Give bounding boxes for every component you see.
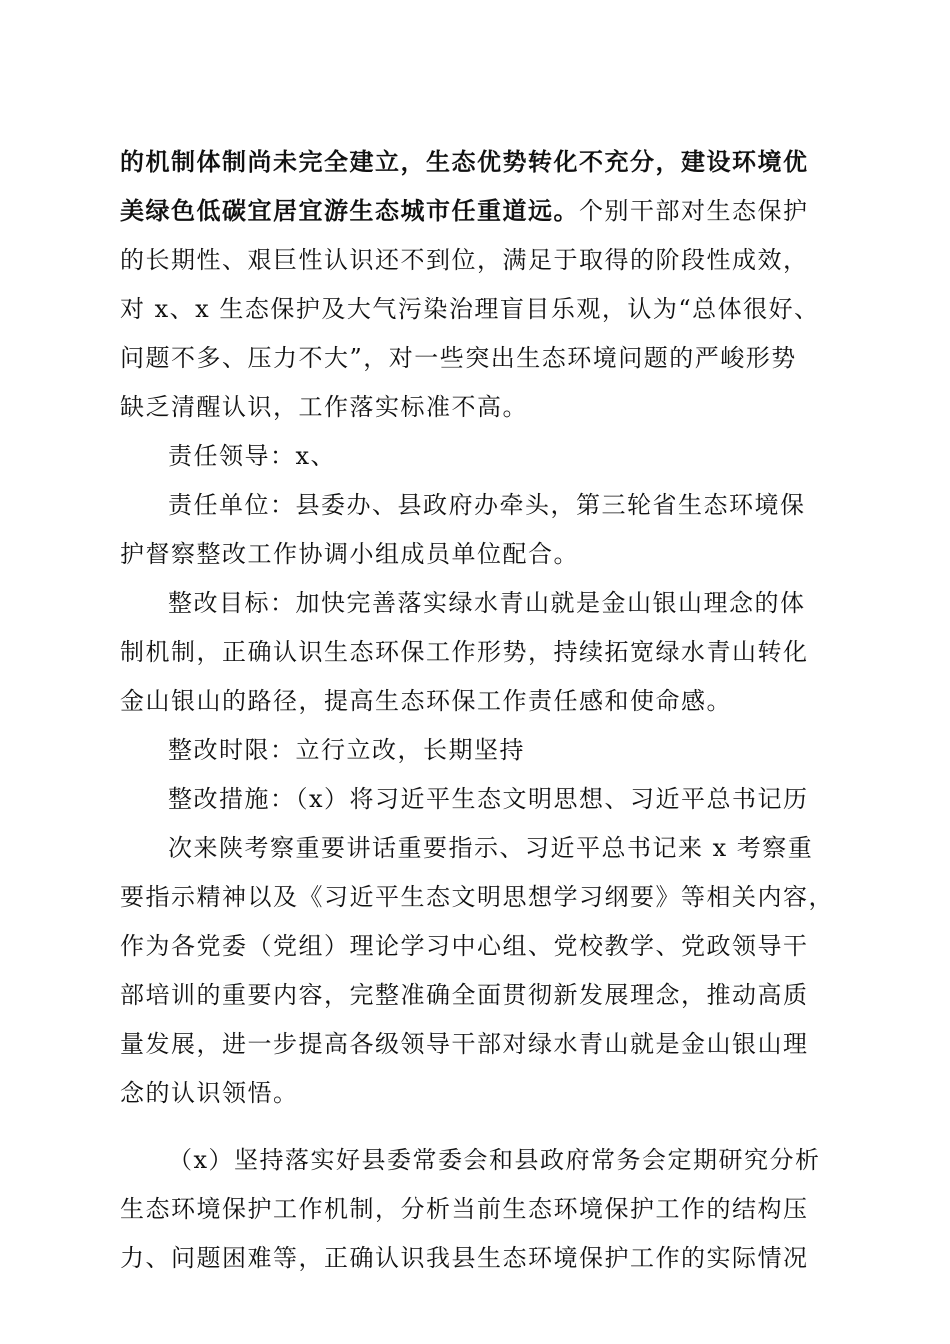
- text-line-3: 的长期性、艰巨性认识还不到位，满足于取得的阶段性成效，: [120, 246, 809, 274]
- text-line-4: 对 x、x 生态保护及大气污染治理盲目乐观，认为“总体很好、: [120, 295, 820, 323]
- measures-line-2: 次来陕考察重要讲话重要指示、习近平总书记来 x 考察重: [168, 834, 814, 862]
- measures-line-3: 要指示精神以及《习近平生态文明思想学习纲要》等相关内容，: [120, 883, 834, 911]
- goal-line-2: 制机制，正确认识生态环保工作形势，持续拓宽绿水青山转化: [120, 638, 809, 666]
- bold-text-line-1: 的机制体制尚未完全建立，生态优势转化不充分，建设环境优: [120, 147, 809, 176]
- measure2-line-3: 力、问题困难等，正确认识我县生态环境保护工作的实际情况: [120, 1244, 809, 1272]
- responsible-unit-line-2: 护督察整改工作协调小组成员单位配合。: [120, 540, 579, 568]
- goal-line-1: 整改目标：加快完善落实绿水青山就是金山银山理念的体: [168, 589, 806, 617]
- bold-text-line-2: 美绿色低碳宜居宜游生态城市任重道远。: [120, 196, 579, 225]
- text-line-6: 缺乏清醒认识，工作落实标准不高。: [120, 393, 528, 421]
- responsible-unit-line-1: 责任单位：县委办、县政府办牵头，第三轮省生态环境保: [168, 491, 806, 519]
- responsible-leader: 责任领导：x、: [168, 442, 337, 470]
- text-line-5: 问题不多、压力不大”，对一些突出生态环境问题的严峻形势: [120, 344, 797, 372]
- measures-line-1: 整改措施：（x）将习近平生态文明思想、习近平总书记历: [168, 785, 809, 813]
- text-line-2: [120, 195, 809, 227]
- goal-line-3: 金山银山的路径，提高生态环保工作责任感和使命感。: [120, 687, 732, 715]
- measure2-line-1: （x）坚持落实好县委常委会和县政府常务会定期研究分析: [168, 1146, 821, 1174]
- deadline: 整改时限：立行立改，长期坚持: [168, 736, 525, 764]
- measures-line-6: 量发展，进一步提高各级领导干部对绿水青山就是金山银山理: [120, 1030, 809, 1058]
- para1-tail: 个别干部对生态保护: [579, 197, 809, 225]
- measures-line-7: 念的认识领悟。: [120, 1079, 299, 1107]
- measures-line-4: 作为各党委（党组）理论学习中心组、党校教学、党政领导干: [120, 932, 809, 960]
- measures-line-5: 部培训的重要内容，完整准确全面贯彻新发展理念，推动高质: [120, 981, 809, 1009]
- measure2-line-2: 生态环境保护工作机制，分析当前生态环境保护工作的结构压: [120, 1195, 809, 1223]
